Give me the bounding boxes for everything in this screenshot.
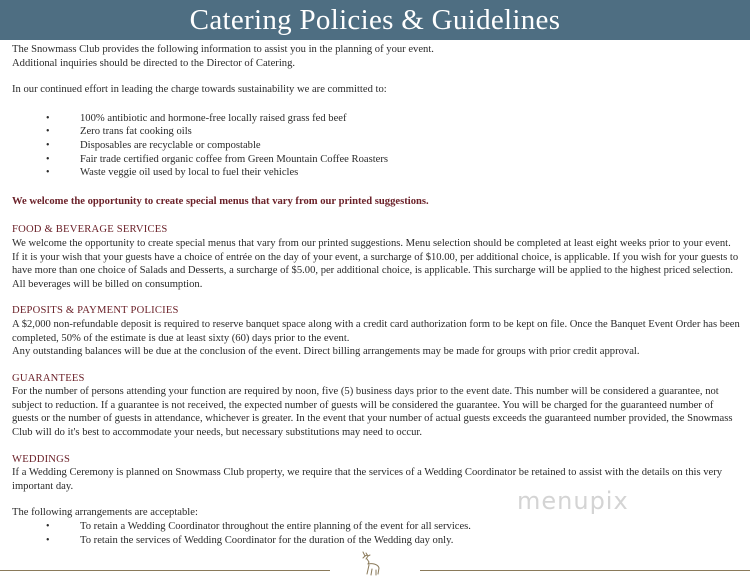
sustainability-intro: In our continued effort in leading the charge towards sustainability we are committed to: [12,84,387,96]
list-item: • Zero trans fat cooking oils [12,125,740,139]
intro-line-1: The Snowmass Club provides the following information to assist you in the planning of your event. [12,44,434,55]
page-title: Catering Policies & Guidelines [189,4,561,36]
deposits-heading: DEPOSITS & PAYMENT POLICIES [12,305,179,317]
footer-divider-right [420,570,750,571]
food-beverage-heading: FOOD & BEVERAGE SERVICES [12,224,168,236]
arrangements-intro: The following arrangements are acceptable: [12,507,198,519]
page-header [0,0,750,40]
list-item: • To retain a Wedding Coordinator throughout the entire planning of the event for all services. [12,520,740,534]
policy-content [12,43,740,547]
list-item: • To retain the services of Wedding Coordinator for the duration of the Wedding day only. [12,534,740,548]
arrangements-list [12,520,740,547]
deposits-balances: Any outstanding balances will be due at the conclusion of the event. Direct billing arrangements may be made for groups with prior credit approval. [12,346,640,358]
guarantees-body: For the number of persons attending your function are required by noon, five (5) business days prior to the event date. This number will be considered a guarantee, not subject to reduction. If a guarantee is not received, the expected number of guests will be considered the guarantee. You will be charged for the guaranteed number of guests or the number of guests in attendance, whichever is greater. In the event that your number of actual guests exceeds the guaranteed number provided, the Snowmass Club will do it's best to accommodate your needs, but necessary substitutions may need to occur. [12,386,733,439]
watermark: menupix [517,487,629,515]
welcome-statement: We welcome the opportunity to create special menus that vary from our printed suggestions. [12,195,429,207]
guarantees-heading: GUARANTEES [12,372,85,384]
deer-icon [354,550,384,578]
footer-divider-left [0,570,330,571]
deposits-body: A $2,000 non-refundable deposit is required to reserve banquet space along with a credit card authorization form to be kept on file. Once the Banquet Event Order has been completed, 50% of the estimate is due at least sixty (60) days prior to the event. [12,318,740,344]
list-item: • Fair trade certified organic coffee from Green Mountain Coffee Roasters [12,153,740,167]
list-item: • 100% antibiotic and hormone-free locally raised grass fed beef [12,112,740,126]
list-item: • Disposables are recyclable or compostable [12,139,740,153]
commitments-list [12,112,740,180]
intro-line-2: Additional inquiries should be directed to the Director of Catering. [12,57,296,69]
list-item: • Waste veggie oil used by local to fuel their vehicles [12,166,740,180]
weddings-body: If a Wedding Ceremony is planned on Snowmass Club property, we require that the services of a Wedding Coordinator be retained to assist with the details on this very important day. [12,467,723,492]
food-beverage-body: We welcome the opportunity to create special menus that vary from our printed suggestions. Menu selection should be completed at least eight weeks prior to your event. If it is your wish that your guests have a choice of entrée on the day of your event, a surcharge of $10.00, per additional choice, is applicable. If you wish for your guests to have more than one choice of Salads and Desserts, a surcharge of $5.00, per additional choice, is applicable. This surcharge will be applied to the highest priced selection. All beverages will be billed on consumption. [12,237,739,290]
weddings-heading: WEDDINGS [12,453,71,465]
